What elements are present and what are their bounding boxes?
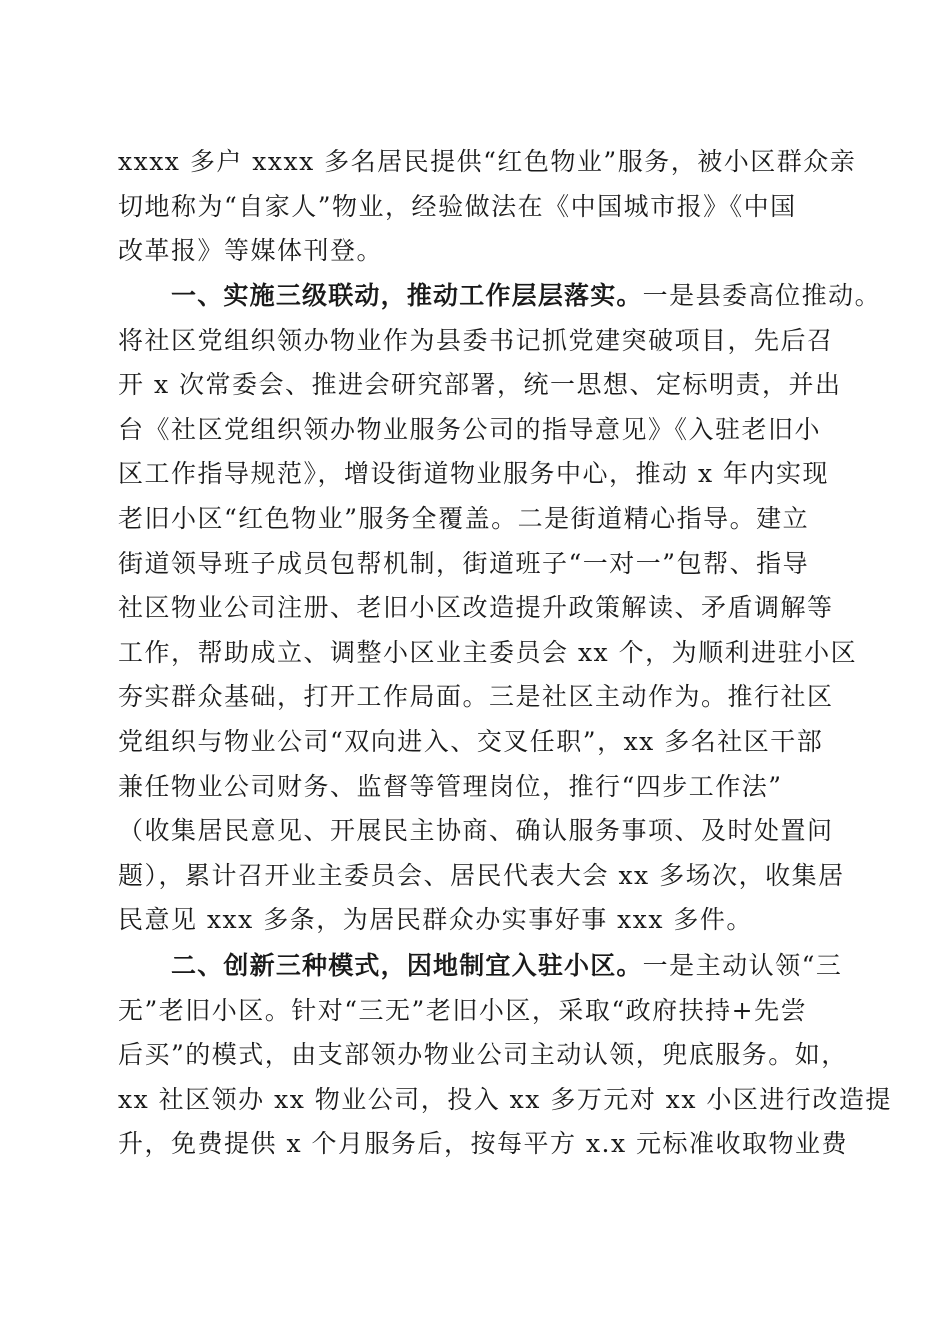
text-line: 兼任物业公司财务、监督等管理岗位，推行“四步工作法” bbox=[118, 771, 783, 801]
text-line: 民意见 xxx 多条，为居民群众办实事好事 xxx 多件。 bbox=[118, 905, 753, 935]
text-line: 升，免费提供 x 个月服务后，按每平方 x.x 元标准收取物业费 bbox=[118, 1129, 849, 1159]
section-one-heading: 一、实施三级联动，推动工作层层落实。 bbox=[171, 281, 643, 310]
text-line: 题），累计召开业主委员会、居民代表大会 xx 多场次，收集居 bbox=[118, 860, 845, 890]
text-line: xxxx 多户 xxxx 多名居民提供“红色物业”服务，被小区群众亲 bbox=[118, 147, 857, 176]
section-two-first-line-text: 一是主动认领“三 bbox=[642, 951, 843, 980]
section-two-first-line bbox=[118, 944, 843, 989]
text-line: 无”老旧小区。针对“三无”老旧小区，采取“政府扶持+先尝 bbox=[118, 995, 808, 1025]
text-line: 改革报》等媒体刊登。 bbox=[118, 236, 384, 266]
text-line: 将社区党组织领办物业作为县委书记抓党建突破项目，先后召 bbox=[118, 325, 834, 355]
text-line: 社区物业公司注册、老旧小区改造提升政策解读、矛盾调解等 bbox=[118, 593, 834, 623]
section-one-first-line bbox=[118, 274, 882, 319]
section-one bbox=[118, 274, 882, 943]
paragraph-intro bbox=[118, 140, 857, 274]
text-line: 工作，帮助成立、调整小区业主委员会 xx 个，为顺利进驻小区 bbox=[118, 637, 858, 667]
text-line: 台《社区党组织领办物业服务公司的指导意见》《入驻老旧小 bbox=[118, 414, 822, 444]
text-line: 后买”的模式，由支部领办物业公司主动认领，兜底服务。如， bbox=[118, 1040, 848, 1070]
text-line: 党组织与物业公司“双向进入、交叉任职”，xx 多名社区干部 bbox=[118, 726, 824, 756]
text-line: （收集居民意见、开展民主协商、确认服务事项、及时处置问 bbox=[118, 816, 834, 846]
text-line: xx 社区领办 xx 物业公司，投入 xx 多万元对 xx 小区进行改造提 bbox=[118, 1084, 892, 1114]
text-line: 开 x 次常委会、推进会研究部署，统一思想、定标明责，并出 bbox=[118, 370, 842, 400]
text-line: 切地称为“自家人”物业，经验做法在《中国城市报》《中国 bbox=[118, 191, 797, 221]
text-line: 夯实群众基础，打开工作局面。三是社区主动作为。推行社区 bbox=[118, 682, 834, 712]
indent bbox=[118, 281, 171, 310]
text-line: 区工作指导规范》，增设街道物业服务中心，推动 x 年内实现 bbox=[118, 459, 829, 489]
indent bbox=[118, 951, 171, 980]
text-line: 街道领导班子成员包帮机制，街道班子“一对一”包帮、指导 bbox=[118, 548, 810, 578]
section-one-first-line-text: 一是县委高位推动。 bbox=[642, 281, 882, 310]
section-two-heading: 二、创新三种模式，因地制宜入驻小区。 bbox=[171, 951, 643, 980]
section-two bbox=[118, 944, 892, 1167]
text-line: 老旧小区“红色物业”服务全覆盖。二是街道精心指导。建立 bbox=[118, 503, 810, 533]
